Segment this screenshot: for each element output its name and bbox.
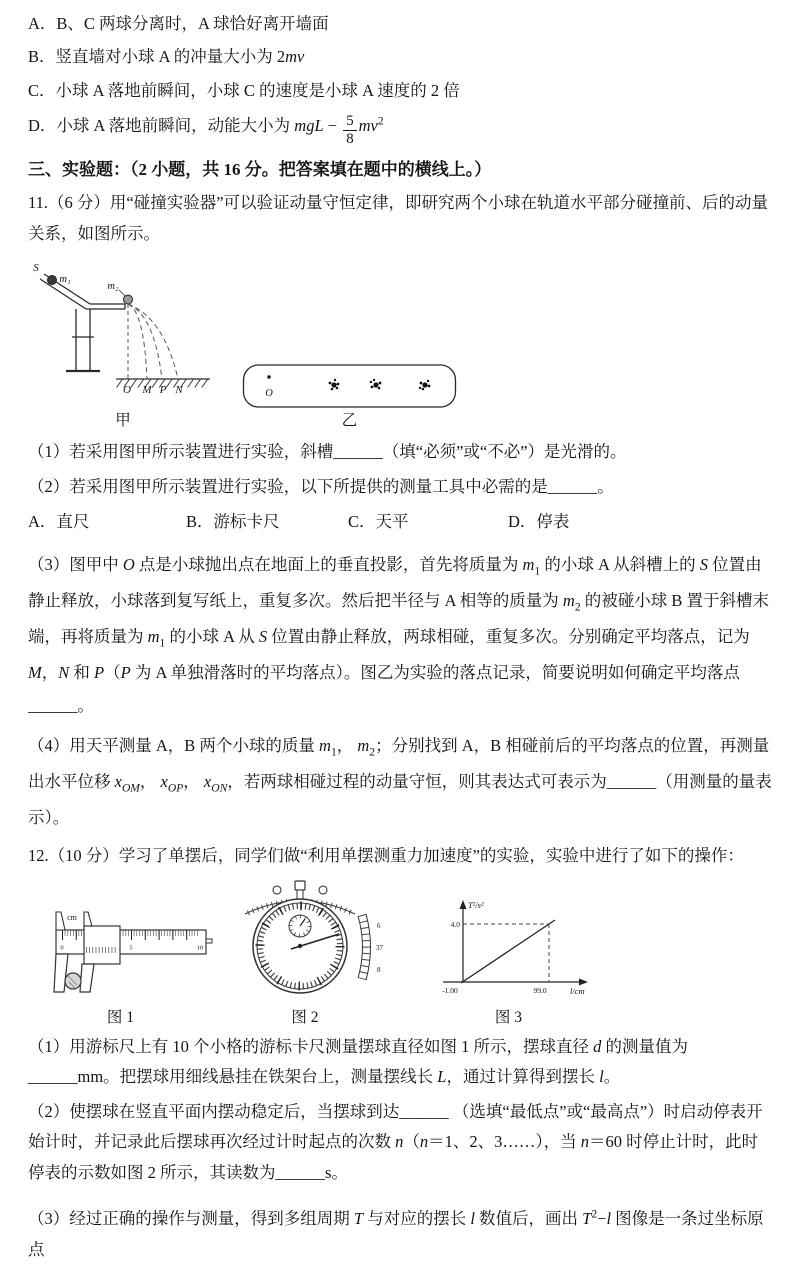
label-o-record: O xyxy=(265,388,273,400)
fig-1-caption: 图 1 xyxy=(106,1008,135,1026)
q11-part1: （1）若采用图甲所示装置进行实验，斜槽______（填“必须”或“不必”）是光滑的。 xyxy=(28,442,627,462)
stopwatch-figure xyxy=(225,880,385,1006)
ball-m1 xyxy=(48,276,57,285)
fig-2 xyxy=(225,880,385,1028)
label-s: S xyxy=(33,262,39,275)
q12-intro: 12.（10 分）学习了单摆后，同学们做“利用单摆测重力加速度”的实验，实验中进行了如下的操作： xyxy=(28,845,744,865)
graph-line xyxy=(461,920,555,983)
fig-yi xyxy=(242,363,457,431)
dot-cluster-3 xyxy=(419,380,431,391)
y-tick-4: 4.0 xyxy=(450,919,460,929)
q10-options xyxy=(28,8,774,147)
option-c: C．小球 A 落地前瞬间，小球 C 的速度是小球 A 速度的 2 倍 xyxy=(28,80,460,100)
q11-part4: （4）用天平测量 A，B 两个小球的质量 $m_1$， $m_2$；分别找到 A，B 相碰前后的平均落点的位置，再测量出水平位移 $x_{OM}$， $x_{OP}$， $x_{ON}$，若两球相碰过程的动量守恒，则其表达式可表示为______（用测量的量表示）。 xyxy=(28,736,772,828)
label-m1: m₁ xyxy=(59,274,71,286)
fig-yi-caption: 乙 xyxy=(341,412,358,430)
label-p: P xyxy=(159,384,167,397)
label-o: O xyxy=(123,384,131,397)
t2-l-graph-figure xyxy=(421,894,596,1006)
fig-jia xyxy=(28,259,218,431)
q11-part3: （3）图甲中 O 点是小球抛出点在地面上的垂直投影，首先将质量为 $m_1$ 的小球 A 从斜槽上的 S 位置由静止释放，小球落到复写纸上，重复多次。然后把半径与 A 相等的质量为 $m_2$ 的被碰小球 B 置于斜槽末端，再将质量为 $m_1$ 的小球 A 从 S 位置由静止释放，两球相碰，重复多次。分别确定平均落点，记为 M，N 和 P（P 为 A 单独滑落时的平均落点）。图乙为实验的落点记录，简要说明如何确定平均落点______。 xyxy=(28,554,769,716)
tool-option-d: D．停表 xyxy=(508,512,570,532)
q12-part2: （2）使摆球在竖直平面内摆动稳定后，当摆球到达______ （选填“最低点”或“最高点”）时启动停表开始计时，并记录此后摆球再次经过计时起点的次数 n（n＝1、2、3……），当 n＝60 时停止计时，此时停表的示数如图 2 所示，其读数为______s。 xyxy=(28,1101,763,1182)
x-tick-99: 99.0 xyxy=(533,985,547,995)
strip-label-37: 37 xyxy=(376,943,383,952)
fig-3 xyxy=(421,894,596,1028)
q11-tool-options xyxy=(28,506,774,537)
x-tick-neg1: -1.00 xyxy=(442,985,458,995)
q12-figure-row xyxy=(28,880,774,1028)
strip-label-38: 8 xyxy=(377,965,381,974)
scale-unit-cm: cm xyxy=(67,912,77,922)
collision-apparatus-diagram xyxy=(28,259,218,409)
q11-figure-row xyxy=(28,259,774,431)
x-axis-label: l/cm xyxy=(570,985,585,996)
strip-label-36: 6 xyxy=(377,921,381,930)
ball-m2 xyxy=(124,295,133,304)
dot-cluster-1 xyxy=(329,379,340,391)
scale-0: 0 xyxy=(60,944,64,951)
fig-2-caption: 图 2 xyxy=(291,1008,319,1026)
landing-record-diagram xyxy=(242,363,457,409)
fig-1 xyxy=(28,906,213,1028)
tool-option-c: C．天平 xyxy=(348,512,409,532)
option-b: B．竖直墙对小球 A 的冲量大小为 2mv xyxy=(28,47,305,67)
y-axis-label: T²/s² xyxy=(468,899,484,910)
scale-5: 5 xyxy=(129,944,133,951)
scale-10: 10 xyxy=(196,944,204,951)
section-heading: 三、实验题：（2 小题，共 16 分。把答案填在题中的横线上。） xyxy=(28,160,492,180)
q12-part1: （1）用游标尺上有 10 个小格的游标卡尺测量摆球直径如图 1 所示，摆球直径 d 的测量值为______mm。把摆球用细线悬挂在铁架台上，测量摆线长 L，通过计算得到摆长 l。 xyxy=(28,1036,688,1087)
fig-jia-caption: 甲 xyxy=(115,412,131,430)
q11-part2: （2）若采用图甲所示装置进行实验，以下所提供的测量工具中必需的是______。 xyxy=(28,476,614,496)
label-m: M xyxy=(142,384,152,397)
q11-intro: 11.（6 分）用“碰撞实验器”可以验证动量守恒定律，即研究两个小球在轨道水平部分碰撞前、后的动量关系，如图所示。 xyxy=(28,193,769,243)
option-d: D．小球 A 落地前瞬间，动能大小为 mgL − $\frac{5}{8}$ $mv^2$ xyxy=(28,112,384,147)
label-m2: m₂ xyxy=(107,281,119,293)
option-a: A．B、C 两球分离时，A 球恰好离开墙面 xyxy=(28,14,329,33)
dot-cluster-2 xyxy=(370,379,382,390)
tool-option-b: B．游标卡尺 xyxy=(186,512,280,532)
fig-3-caption: 图 3 xyxy=(494,1008,523,1026)
label-n: N xyxy=(175,384,183,397)
tool-option-a: A．直尺 xyxy=(28,512,90,532)
vernier-caliper-figure xyxy=(28,906,213,1006)
q12-part3: （3）经过正确的操作与测量，得到多组周期 T 与对应的摆长 l 数值后，画出 $T^2-l$ 图像是一条过坐标原点 xyxy=(28,1208,764,1259)
